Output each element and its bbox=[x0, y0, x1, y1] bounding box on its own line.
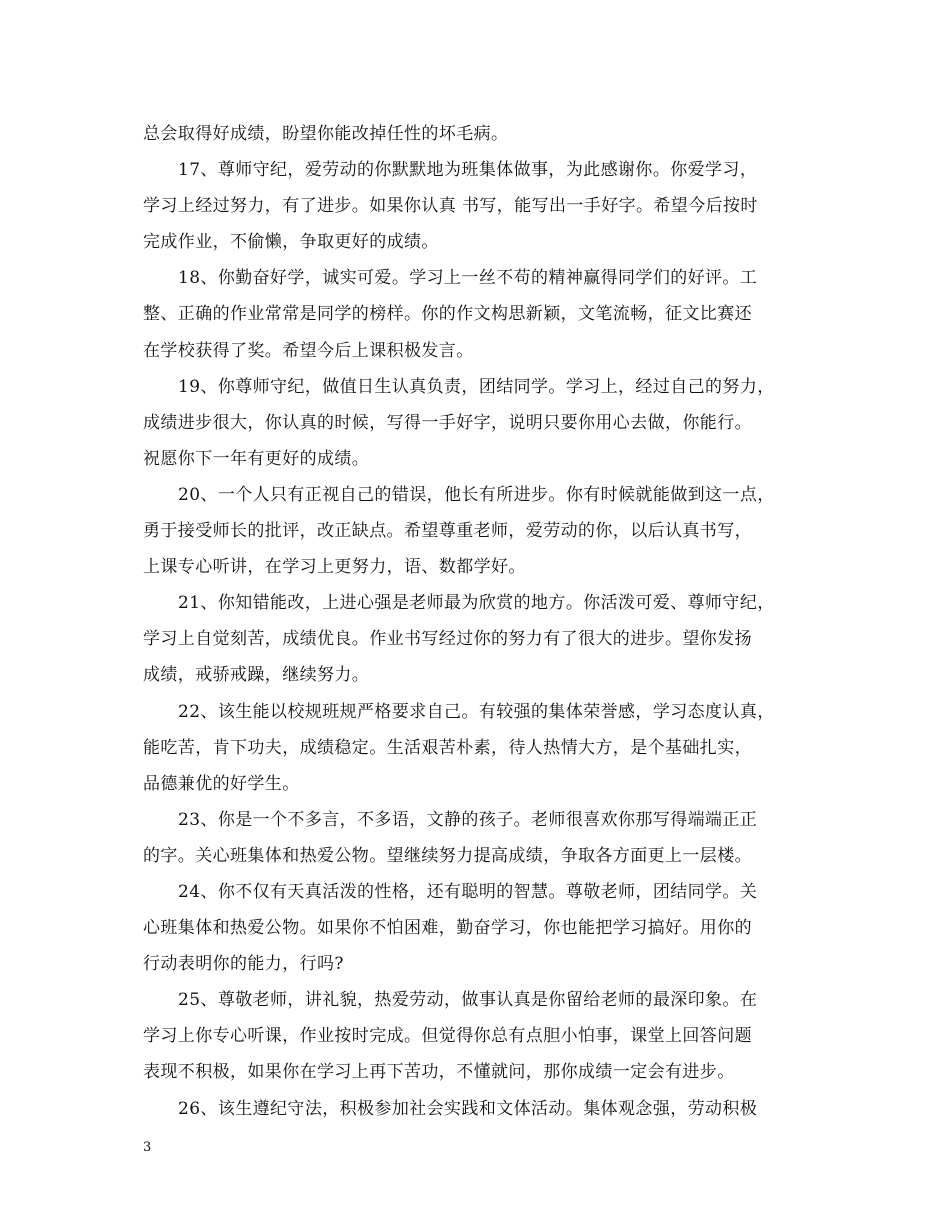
text-line: 18、你勤奋好学，诚实可爱。学习上一丝不苟的精神赢得同学们的好评。工 bbox=[178, 268, 758, 289]
text-line: 22、该生能以校规班规严格要求自己。有较强的集体荣誉感，学习态度认真， bbox=[178, 701, 775, 722]
text-line: 总会取得好成绩，盼望你能改掉任性的坏毛病。 bbox=[143, 124, 509, 144]
text-line: 整、正确的作业常常是同学的榜样。你的作文构思新颖，文笔流畅，征文比赛还 bbox=[143, 304, 752, 325]
text-line: 的字。关心班集体和热爱公物。望继续努力提高成绩，争取各方面更上一层楼。 bbox=[143, 845, 752, 866]
document-body bbox=[143, 116, 823, 1127]
text-line: 祝愿你下一年有更好的成绩。 bbox=[143, 448, 370, 469]
text-line: 20、一个人只有正视自己的错误，他长有所进步。你有时候就能做到这一点， bbox=[178, 484, 775, 505]
text-line: 成绩，戒骄戒躁，继续努力。 bbox=[143, 665, 370, 686]
text-line: 行动表明你的能力，行吗? bbox=[143, 954, 344, 975]
text-line: 学习上自觉刻苦，成绩优良。作业书写经过你的努力有了很大的进步。望你发扬 bbox=[143, 629, 752, 650]
text-line: 成绩进步很大，你认真的时候，写得一手好字，说明只要你用心去做，你能行。 bbox=[143, 412, 752, 433]
text-line: 表现不积极，如果你在学习上再下苦功，不懂就问，那你成绩一定会有进步。 bbox=[143, 1062, 735, 1083]
text-line: 17、尊师守纪，爱劳动的你默默地为班集体做事，为此感谢你。你爱学习， bbox=[178, 160, 758, 181]
text-line: 23、你是一个不多言，不多语，文静的孩子。老师很喜欢你那写得端端正正 bbox=[178, 809, 758, 830]
text-line: 26、该生遵纪守法，积极参加社会实践和文体活动。集体观念强，劳动积极 bbox=[178, 1098, 758, 1119]
text-line: 学习上经过努力，有了进步。如果你认真 书写，能写出一手好字。希望今后按时 bbox=[143, 196, 758, 217]
text-line: 24、你不仅有天真活泼的性格，还有聪明的智慧。尊敬老师，团结同学。关 bbox=[178, 881, 758, 902]
text-line: 能吃苦，肯下功夫，成绩稳定。生活艰苦朴素，待人热情大方，是个基础扎实， bbox=[143, 737, 752, 758]
text-line: 19、你尊师守纪，做值日生认真负责，团结同学。学习上，经过自己的努力， bbox=[178, 376, 775, 397]
text-line: 学习上你专心听课，作业按时完成。但觉得你总有点胆小怕事，课堂上回答问题 bbox=[143, 1026, 752, 1047]
page-number: 3 bbox=[143, 1140, 152, 1155]
text-line: 勇于接受师长的批评，改正缺点。希望尊重老师，爱劳动的你，以后认真书写， bbox=[143, 521, 752, 542]
text-line: 品德兼优的好学生。 bbox=[143, 773, 300, 794]
text-line: 上课专心听讲，在学习上更努力，语、数都学好。 bbox=[143, 557, 526, 578]
text-line: 完成作业，不偷懒，争取更好的成绩。 bbox=[143, 232, 439, 253]
text-line: 在学校获得了奖。希望今后上课积极发言。 bbox=[143, 340, 474, 361]
text-line: 25、尊敬老师，讲礼貌，热爱劳动，做事认真是你留给老师的最深印象。在 bbox=[178, 990, 758, 1011]
text-line: 心班集体和热爱公物。如果你不怕困难，勤奋学习，你也能把学习搞好。用你的 bbox=[143, 918, 752, 939]
text-line: 21、你知错能改，上进心强是老师最为欣赏的地方。你活泼可爱、尊师守纪， bbox=[178, 593, 775, 614]
